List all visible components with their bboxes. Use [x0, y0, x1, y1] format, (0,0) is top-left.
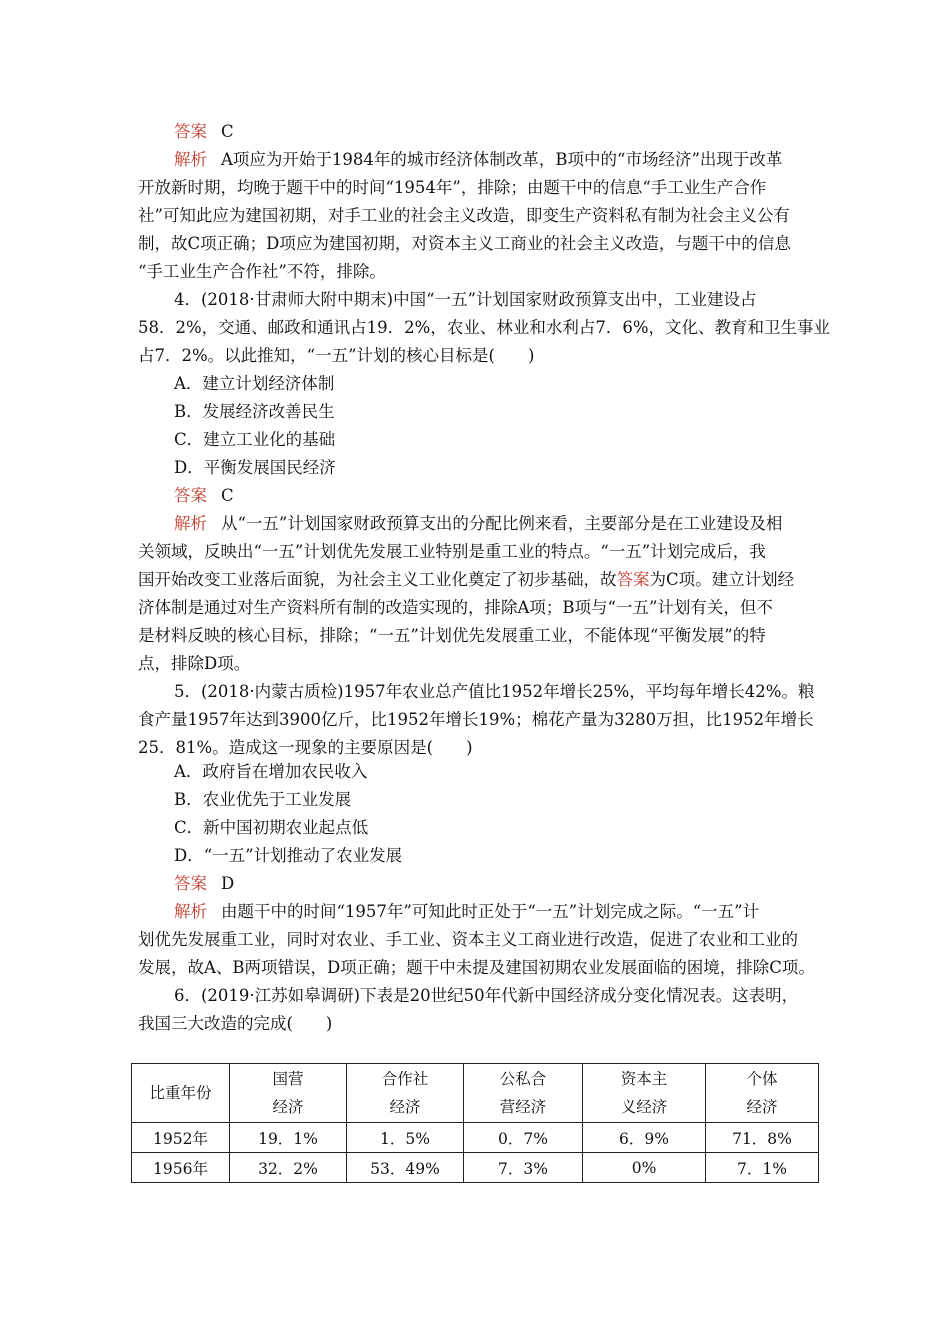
economy-composition-table [131, 1063, 819, 1183]
header-capitalist-economy: 资本主 义经济 [583, 1064, 706, 1123]
q3-analysis-line-2: 开放新时期，均晚于题干中的时间“1954年”，排除；由题干中的信息“手工业生产合作 [138, 178, 767, 197]
row-year: 1956年 [132, 1153, 230, 1183]
analysis-text: A项应为开始于1984年的城市经济体制改革，B项中的“市场经济”出现于改革 [221, 150, 783, 169]
analysis-text: 从“一五”计划国家财政预算支出的分配比例来看，主要部分是在工业建设及相 [221, 514, 783, 533]
table-cell: 7．1% [706, 1153, 819, 1183]
q5-option-c: C．新中国初期农业起点低 [174, 818, 369, 837]
q4-stem-line-2: 58．2%，交通、邮政和通讯占19．2%，农业、林业和水利占7．6%，文化、教育和卫生事业 [138, 318, 831, 337]
table-row [132, 1153, 819, 1183]
q4-analysis-line-5: 是材料反映的核心目标，排除；“一五”计划优先发展重工业，不能体现“平衡发展”的特 [138, 626, 766, 645]
answer-value: C [221, 486, 234, 505]
q4-stem-line-1: 4．(2018·甘肃师大附中期末)中国“一五”计划国家财政预算支出中，工业建设占 [174, 290, 757, 309]
q4-option-b: B．发展经济改善民生 [174, 402, 335, 421]
q4-option-d: D．平衡发展国民经济 [174, 458, 336, 477]
row-year: 1952年 [132, 1123, 230, 1153]
q4-stem-line-3: 占7．2%。以此推知，“一五”计划的核心目标是( ) [138, 346, 535, 365]
answer-value: D [221, 874, 235, 893]
q5-stem-line-1: 5．(2018·内蒙古质检)1957年农业总产值比1952年增长25%，平均每年增长42%。粮 [174, 682, 815, 701]
q5-stem-line-3: 25．81%。造成这一现象的主要原因是( ) [138, 738, 473, 757]
q5-option-b: B．农业优先于工业发展 [174, 790, 352, 809]
q4-analysis-line-1 [174, 510, 874, 538]
answer-label: 答案 [174, 122, 207, 141]
q4-analysis-line-3 [138, 566, 838, 594]
inline-answer-word: 答案 [616, 570, 650, 589]
header-individual-economy: 个体 经济 [706, 1064, 819, 1123]
q5-option-d: D．“一五”计划推动了农业发展 [174, 846, 403, 865]
q3-analysis-line-5: “手工业生产合作社”不符，排除。 [138, 262, 386, 281]
q5-analysis-line-2: 划优先发展重工业，同时对农业、手工业、资本主义工商业进行改造，促进了农业和工业的 [138, 930, 798, 949]
q3-analysis-line-4: 制，故C项正确；D项应为建国初期，对资本主义工商业的社会主义改造，与题干中的信息 [138, 234, 791, 253]
table-cell: 32．2% [230, 1153, 347, 1183]
answer-value: C [221, 122, 234, 141]
answer-label: 答案 [174, 486, 207, 505]
table-cell: 6．9% [583, 1123, 706, 1153]
q4-analysis-line-4: 济体制是通过对生产资料所有制的改造实现的，排除A项；B项与“一五”计划有关，但不 [138, 598, 773, 617]
analysis-label: 解析 [174, 514, 207, 533]
q5-stem-line-2: 食产量1957年达到3900亿斤，比1952年增长19%；棉花产量为3280万担，比1952年增长 [138, 710, 814, 729]
table-cell: 71．8% [706, 1123, 819, 1153]
q4-option-a: A．建立计划经济体制 [174, 374, 335, 393]
analysis-label: 解析 [174, 150, 207, 169]
q6-stem-line-2: 我国三大改造的完成( ) [138, 1014, 333, 1033]
table-cell: 19．1% [230, 1123, 347, 1153]
q4-analysis-line-2: 关领域，反映出“一五”计划优先发展工业特别是重工业的特点。“一五”计划完成后，我 [138, 542, 766, 561]
answer-label: 答案 [174, 874, 207, 893]
q4-answer-line [174, 482, 874, 510]
table-cell: 53．49% [347, 1153, 464, 1183]
header-cooperative-economy: 合作社 经济 [347, 1064, 464, 1123]
q5-analysis-line-1 [174, 898, 874, 926]
q5-analysis-line-3: 发展，故A、B两项错误，D项正确；题干中未提及建国初期农业发展面临的困境，排除C项。 [138, 958, 815, 977]
header-joint-economy: 公私合 营经济 [464, 1064, 583, 1123]
analysis-text: 为C项。建立计划经 [649, 570, 795, 589]
q4-analysis-line-6: 点，排除D项。 [138, 654, 251, 673]
analysis-label: 解析 [174, 902, 207, 921]
q3-analysis-line-1 [174, 146, 874, 174]
table-corner-cell: 比重年份 [132, 1064, 230, 1123]
table-row [132, 1123, 819, 1153]
table-cell: 0% [583, 1153, 706, 1183]
header-state-economy: 国营 经济 [230, 1064, 347, 1123]
table-cell: 7．3% [464, 1153, 583, 1183]
analysis-text: 国开始改变工业落后面貌，为社会主义工业化奠定了初步基础，故 [138, 570, 617, 589]
q3-analysis-line-3: 社”可知此应为建国初期，对手工业的社会主义改造，即变生产资料私有制为社会主义公有 [138, 206, 790, 225]
q3-answer-line [174, 118, 874, 146]
q4-option-c: C．建立工业化的基础 [174, 430, 336, 449]
table-cell: 0．7% [464, 1123, 583, 1153]
analysis-text: 由题干中的时间“1957年”可知此时正处于“一五”计划完成之际。“一五”计 [221, 902, 760, 921]
table-cell: 1．5% [347, 1123, 464, 1153]
q5-option-a: A．政府旨在增加农民收入 [174, 762, 368, 781]
table-header-row [132, 1064, 819, 1123]
q6-stem-line-1: 6．(2019·江苏如皋调研)下表是20世纪50年代新中国经济成分变化情况表。这表明， [174, 986, 799, 1005]
q5-answer-line [174, 870, 874, 898]
